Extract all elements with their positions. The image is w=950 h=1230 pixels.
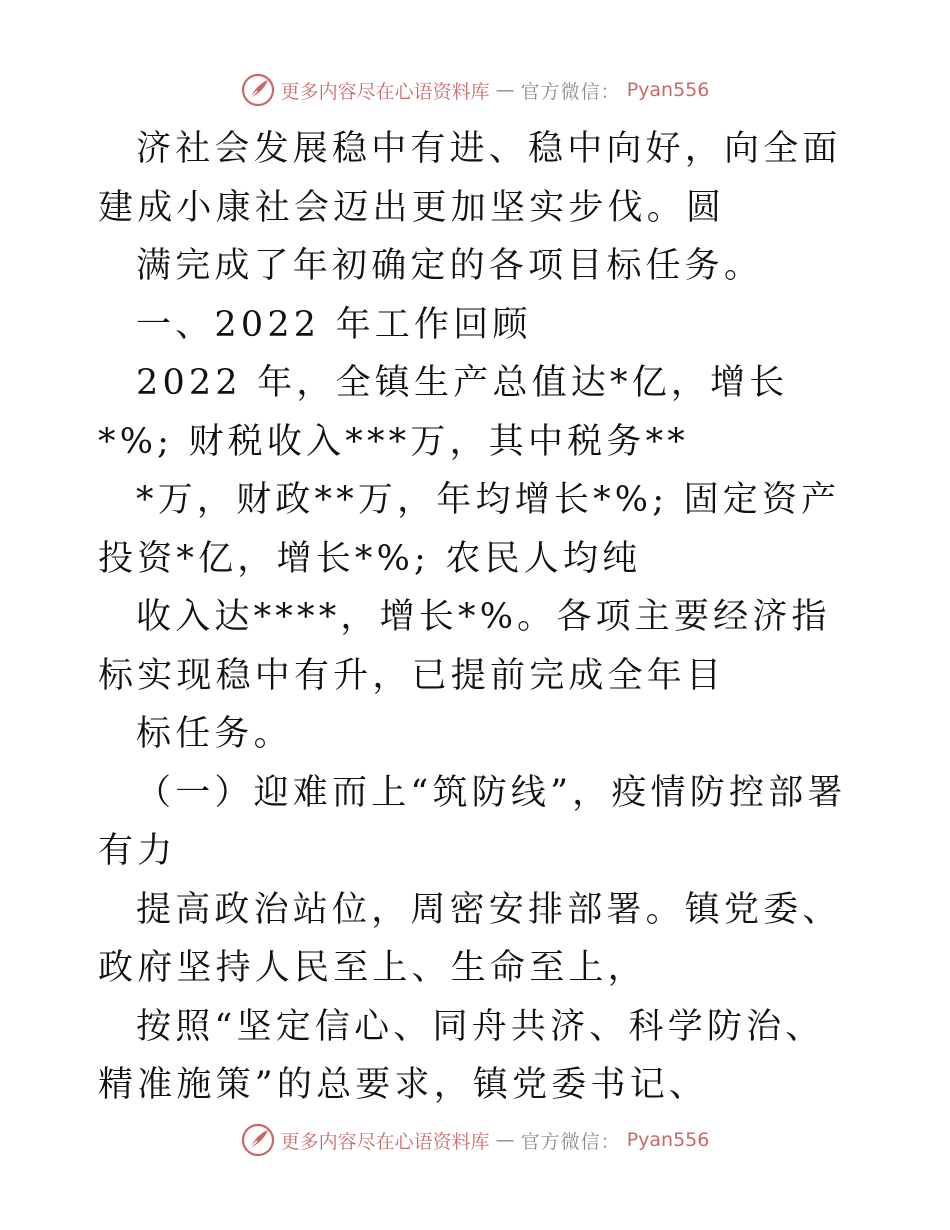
- subsection-heading: （一）迎难而上“筑防线”，疫情防控部署有力: [98, 772, 847, 871]
- watermark-wechat-label: 官方微信：: [520, 80, 621, 103]
- paragraph-5: 收入达****，增长*%。各项主要经济指标实现稳中有升，已提前完成全年目: [98, 597, 831, 696]
- feather-pen-logo-icon: [241, 1123, 275, 1157]
- paragraph-3: 2022 年，全镇生产总值达*亿，增长*%; 财税收入***万，其中税务**: [98, 363, 789, 462]
- section-heading: 一、2022 年工作回顾: [136, 304, 532, 345]
- paragraph-7: 提高政治站位，周密安排部署。镇党委、政府坚持人民至上、生命至上，: [98, 889, 842, 988]
- watermark-site-text: 更多内容尽在心语资料库: [280, 80, 490, 103]
- paragraph-6: 标任务。: [136, 714, 293, 754]
- watermark-wechat-id: Pyan556: [626, 1129, 710, 1151]
- paragraph-8: 按照“坚定信心、同舟共济、科学防治、精准施策”的总要求，镇党委书记、: [98, 1006, 825, 1105]
- paragraph-4: *万，财政**万，年均增长*%; 固定资产投资*亿，增长*%; 农民人均纯: [98, 480, 841, 579]
- watermark-site-text: 更多内容尽在心语资料库: [280, 1130, 490, 1153]
- watermark-wechat-label: 官方微信：: [520, 1130, 621, 1153]
- footer-watermark: [0, 1120, 950, 1160]
- watermark-separator: —: [495, 1129, 515, 1151]
- paragraph-1: 济社会发展稳中有进、稳中向好，向全面建成小康社会迈出更加坚实步伐。圆: [98, 129, 842, 228]
- document-body: [98, 120, 853, 1115]
- feather-pen-logo-icon: [241, 73, 275, 107]
- paragraph-2: 满完成了年初确定的各项目标任务。: [136, 246, 764, 286]
- watermark-wechat-id: Pyan556: [626, 79, 710, 101]
- watermark-separator: —: [495, 79, 515, 101]
- header-watermark: [0, 70, 950, 110]
